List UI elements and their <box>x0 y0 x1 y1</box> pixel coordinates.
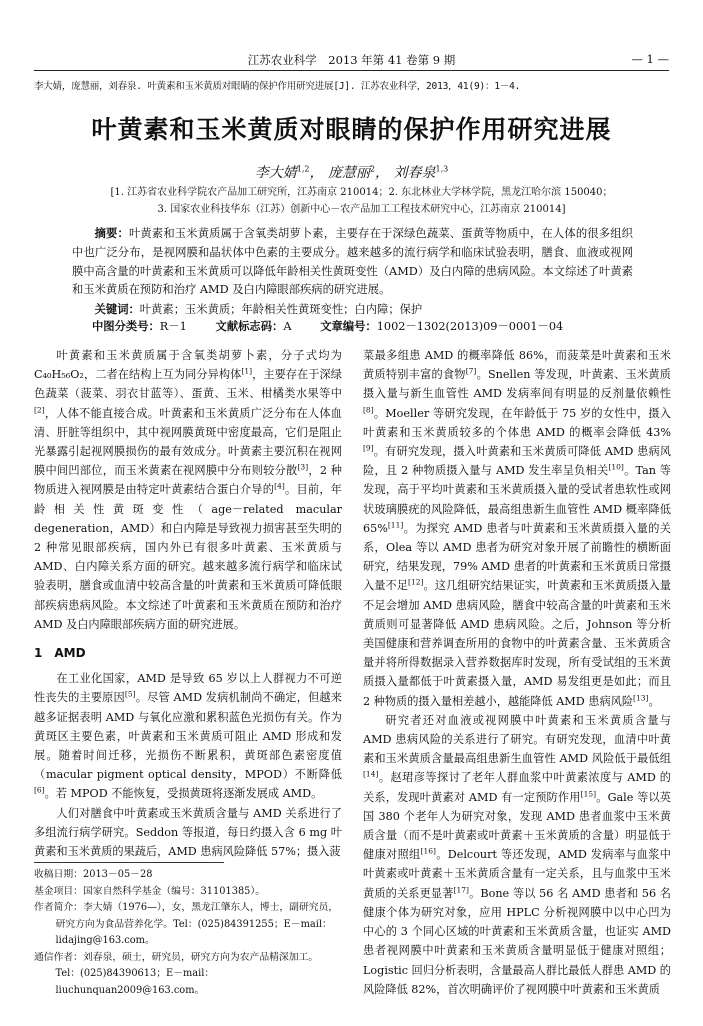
intro-paragraph: 叶黄素和玉米黄质属于含氧类胡萝卜素，分子式均为 C₄₀H₅₆O₂，二者在结构上互为同分异构体[1]，主要存在于深绿色蔬菜（菠菜、羽衣甘蓝等）、蛋黄、玉米、柑橘类水果等中[2]，人体不能直接合成。叶黄素和玉米黄质广泛分布在人体血清、肝脏等组织中，其中视网膜黄斑中密度最高，它们是阻止光暴露引起视网膜损伤的最有效成分。叶黄素主要沉积在视网膜中间凹部位，而玉米黄素在视网膜中分布则较分散[3]，2 种物质进入视网膜是由特定叶黄素结合蛋白介导的[4]。目前，年龄相关性黄斑变性（age－related macular degeneration，AMD）和白内障是导致视力损害甚至失明的 2 种常见眼部疾病，国内外已有很多叶黄素、玉米黄质与 AMD、白内障关系方面的研究。越来越多流行病学和临床试验表明，膳食或血清中较高含量的叶黄素和玉米黄质可降低眼部疾病患病风险。本文综述了叶黄素和玉米黄质在预防和治疗 AMD 及白内障眼部疾病方面的研究进展。 <box>34 349 342 631</box>
affiliations <box>110 184 613 218</box>
ref-mark: [17] <box>453 884 469 894</box>
classification-row <box>92 318 563 334</box>
footnote-author-bio: 作者简介：李大婧（1976—），女，黑龙江肇东人，博士，副研究员，研究方向为食品营养化学。Tel：(025)84391255；E－mail：lidajing@163.com。 <box>34 902 339 946</box>
body-paragraph: 菜最多组患 AMD 的概率降低 86%，而菠菜是叶黄素和玉米黄质特别丰富的食物[7]。Snellen 等发现，叶黄素、玉米黄质摄入量与新生血管性 AMD 发病率间有明显的反剂量依赖性[8]。Moeller 等研究发现，在年龄低于 75 岁的女性中，摄入叶黄素和玉米黄质较多的个体患 AMD 的概率会降低 43%[9]。有研究发现，摄入叶黄素和玉米黄质可降低 AMD 患病风险，且 2 种物质摄入量与 AMD 发生率呈负相关[10]。Tan 等发现，高于平均叶黄素和玉米黄质摄入量的受试者患软性或网状玻璃膜疣的风险降低，最高组患新生血管性 AMD 概率降低 65%[11]。为探究 AMD 患者与叶黄素和玉米黄质摄入量的关系，Olea 等以 AMD 患者为研究对象开展了前瞻性的横断面研究，结果发现，79% AMD 患者的叶黄素和玉米黄质日常摄入量不足[12]。这几组研究结果证实，叶黄素和玉米黄质摄入量不足会增加 AMD 患病风险，膳食中较高含量的叶黄素和玉米黄质则可显著降低 AMD 患病风险。之后，Johnson 等分析美国健康和营养调查所用的食物中的叶黄素含量、玉米黄质含量并将所得数据录入营养数据库时发现，所有受试组的玉米黄质摄入量都低于叶黄素摄入量，AMD 易发组更是如此；而且 2 种物质的摄入量相差越小，越能降低 AMD 患病风险[13]。 <box>363 349 671 708</box>
right-column <box>363 346 671 999</box>
abstract-text: 叶黄素和玉米黄质属于含氧类胡萝卜素，主要存在于深绿色蔬菜、蛋黄等物质中，在人体的很多组织中也广泛分布，是视网膜和晶状体中色素的主要成分。越来越多的流行病学和临床试验表明，膳食、血液或视网膜中高含量的叶黄素和玉米黄质可以降低年龄相关性黄斑变性（AMD）及白内障的患病风险。本文综述了叶黄素和玉米黄质在预防和治疗 AMD 及白内障眼部疾病的研究进展。 <box>72 227 633 297</box>
ref-mark: [16] <box>420 846 436 856</box>
ref-mark: [14] <box>363 769 379 779</box>
ref-mark: [6] <box>34 785 45 795</box>
author-affil-mark: 2 <box>369 164 376 174</box>
clc-value: R－1 <box>159 320 187 333</box>
section-heading-amd: 1 AMD <box>34 646 86 661</box>
ref-mark: [1] <box>241 366 253 376</box>
keywords <box>72 300 633 320</box>
author-affil-mark: 1,3 <box>435 164 449 174</box>
author-name: 李大婧 <box>254 165 297 181</box>
ref-mark: [8] <box>363 404 374 414</box>
left-column <box>34 346 342 861</box>
author-name: 庞慧丽 <box>327 165 370 181</box>
ref-mark: [3] <box>297 462 309 472</box>
ref-mark: [11] <box>387 520 404 530</box>
article-no-value: 1002－1302(2013)09－0001－04 <box>376 320 564 333</box>
author-list: 李大婧$^{1,2}$， 庞慧丽$^2$， 刘春泉$^{1,3}$ <box>254 164 449 181</box>
ref-mark: [15] <box>580 788 597 798</box>
body-paragraph: 在工业化国家，AMD 是导致 65 岁以上人群视力不可逆性丧失的主要原因[5]。尽管 AMD 发病机制尚不确定，但越来越多证据表明 AMD 与氧化应激和累积蓝色光损伤有关。作为黄斑区主要色素，叶黄素和玉米黄质可阻止 AMD 形成和发展。随着时间迁移，光损伤不断累积，黄斑部色素密度值（macular pigment optical density，MPOD）不断降低[6]。若 MPOD 不能恢复，受损黄斑将逐渐发展成 AMD。 <box>34 672 342 801</box>
keywords-label: 关键词： <box>94 302 140 317</box>
header-rule <box>34 70 669 71</box>
ref-mark: [9] <box>363 443 374 453</box>
ref-mark: [12] <box>408 577 424 587</box>
doc-code-value: A <box>283 320 292 333</box>
abstract-label: 摘要： <box>94 226 129 240</box>
journal-issue: 江苏农业科学 2013 年第 41 卷第 9 期 <box>247 53 456 67</box>
citation-line: 李大婧，庞慧丽，刘春泉. 叶黄素和玉米黄质对眼睛的保护作用研究进展[J]. 江苏农业科学，2013，41(9)：1－4. <box>34 81 521 92</box>
article-no-label: 文章编号： <box>320 319 377 333</box>
affiliation-line: [1. 江苏省农业科学院农产品加工研究所，江苏南京 210014；2. 东北林业大学林学院，黑龙江哈尔滨 150040； <box>110 187 613 198</box>
ref-mark: [5] <box>124 689 136 699</box>
affiliation-line: 3. 国家农业科技华东（江苏）创新中心－农产品加工工程技术研究中心，江苏南京 210014] <box>157 204 566 215</box>
footnote-corresponding: 通信作者：刘春泉，硕士，研究员，研究方向为农产品精深加工。Tel：(025)84390613；E－mail：liuchunquan2009@163.com。 <box>34 951 319 996</box>
body-paragraph: 研究者还对血液或视网膜中叶黄素和玉米黄质含量与 AMD 患病风险的关系进行了研究。有研究发现，血清中叶黄素和玉米黄质含量最高组患新生血管性 AMD 风险低于最低组[14]。赵珺彦等探讨了老年人群血浆中叶黄素浓度与 AMD 的关系，发现叶黄素对 AMD 有一定预防作用[15]。Gale 等以英国 380 个老年人为研究对象，发现 AMD 患者血浆中玉米黄质含量（而不是叶黄素或叶黄素＋玉米黄质的含量）明显低于健康对照组[16]。Delcourt 等还发现，AMD 发病率与血浆中叶黄素或叶黄素＋玉米黄质含量有一定关系，且与血浆中玉米黄质的关系更显著[17]。Bone 等以 56 名 AMD 患者和 56 名健康个体为研究对象，应用 HPLC 分析视网膜中以中心凹为中心的 3 个同心区域的叶黄素和玉米黄质含量，也证实 AMD 患者视网膜中叶黄素和玉米黄质含量明显低于健康对照组；Logistic 回归分析表明，含量最高人群比最低人群患 AMD 的风险降低 82%，首次明确评价了视网膜中叶黄素和玉米黄质 <box>363 713 671 996</box>
ref-mark: [2] <box>34 404 45 414</box>
clc-label: 中图分类号： <box>92 319 160 333</box>
body-paragraph: 人们对膳食中叶黄素或玉米黄质含量与 AMD 关系进行了多组流行病学研究。Seddon 等报道，每日约摄入含 6 mg 叶黄素和玉米黄质的果蔬后，AMD 患病风险降低 57%；摄入菠 <box>34 806 342 859</box>
running-header <box>34 52 669 68</box>
author-affil-mark: 1,2 <box>296 164 310 174</box>
footnote-rule <box>34 862 224 863</box>
footnote-funding: 基金项目：国家自然科学基金（编号：31101385）。 <box>34 885 266 897</box>
ref-mark: [4] <box>274 481 285 491</box>
abstract-block <box>72 224 633 320</box>
paper-title: 叶黄素和玉米黄质对眼睛的保护作用研究进展 <box>91 115 612 144</box>
page-number: — 1 — <box>631 52 669 66</box>
footnotes <box>34 862 342 999</box>
ref-mark: [13] <box>633 692 649 702</box>
ref-mark: [10] <box>608 462 624 472</box>
author-name: 刘春泉 <box>393 165 436 181</box>
footnote-received: 收稿日期：2013－05－28 <box>34 869 153 880</box>
abstract <box>72 224 633 300</box>
doc-code-label: 文献标志码： <box>215 319 284 333</box>
keywords-text: 叶黄素；玉米黄质；年龄相关性黄斑变性；白内障；保护 <box>139 303 423 317</box>
ref-mark: [7] <box>465 366 477 376</box>
